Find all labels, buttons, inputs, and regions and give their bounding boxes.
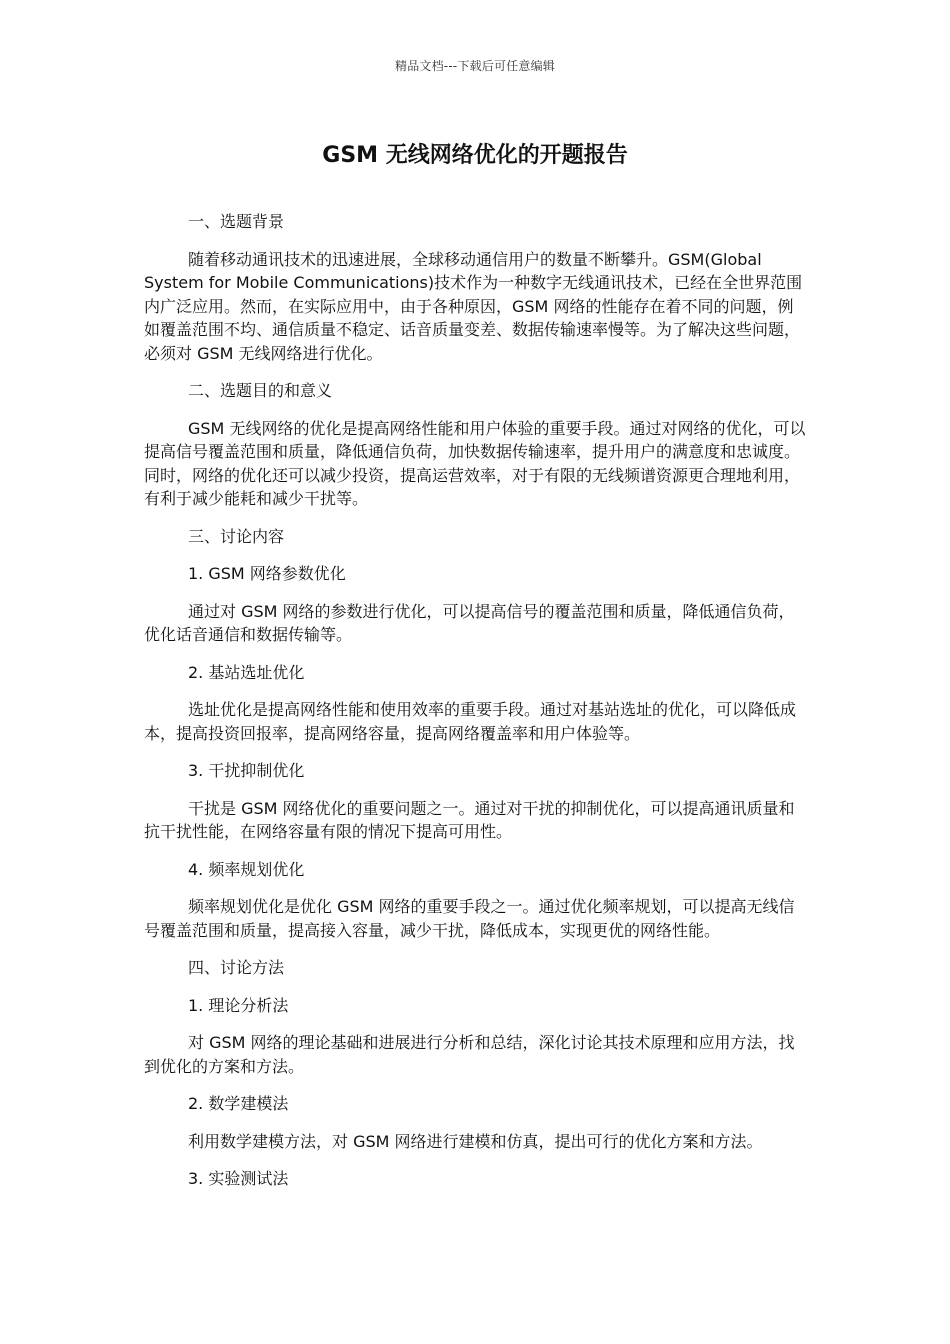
paragraph-math-modeling: 利用数学建模方法，对 GSM 网络进行建模和仿真，提出可行的优化方案和方法。 [188,1131,763,1151]
section-heading-background: 一、选题背景 [188,212,285,231]
section-heading-content: 三、讨论内容 [188,526,285,546]
paragraph-parameter-optimization: 通过对 GSM 网络的参数进行优化，可以提高信号的覆盖范围和质量，降低通信负荷，优化话音通信和数据传输等。 [144,601,795,644]
subheading-experimental-testing: 3. 实验测试法 [188,1169,289,1188]
section-heading-methods: 四、讨论方法 [188,958,285,977]
paragraph-theory-analysis: 对 GSM 网络的理论基础和进展进行分析和总结，深化讨论其技术原理和应用方法，找到优化的方案和方法。 [144,1033,795,1076]
subheading-interference-suppression: 3. 干扰抑制优化 [188,761,305,780]
paragraph-purpose: GSM 无线网络的优化是提高网络性能和用户体验的重要手段。通过对网络的优化，可以提高信号覆盖范围和质量，降低通信负荷，加快数据传输速率，提升用户的满意度和忠诚度。同时，网络的优化还可以减少投资，提高运营效率，对于有限的无线频谱资源更合理地利用，有利于减少能耗和减少干扰等。 [144,418,806,508]
paragraph-interference-suppression: 干扰是 GSM 网络优化的重要问题之一。通过对干扰的抑制优化，可以提高通讯质量和抗干扰性能，在网络容量有限的情况下提高可用性。 [144,798,795,841]
document-title: GSM 无线网络优化的开题报告 [322,143,628,168]
subheading-theory-analysis: 1. 理论分析法 [188,995,289,1015]
document-body [144,210,808,1205]
paragraph-site-selection: 选址优化是提高网络性能和使用效率的重要手段。通过对基站选址的优化，可以降低成本，提高投资回报率，提高网络容量，提高网络覆盖率和用户体验等。 [144,700,797,743]
subheading-parameter-optimization: 1. GSM 网络参数优化 [188,564,346,583]
subheading-frequency-planning: 4. 频率规划优化 [188,859,305,879]
subheading-math-modeling: 2. 数学建模法 [188,1094,289,1113]
subheading-site-selection: 2. 基站选址优化 [188,662,305,682]
paragraph-frequency-planning: 频率规划优化是优化 GSM 网络的重要手段之一。通过优化频率规划，可以提高无线信号覆盖范围和质量，提高接入容量，减少干扰，降低成本，实现更优的网络性能。 [144,897,795,940]
page-header-note: 精品文档---下载后可任意编辑 [395,59,555,73]
paragraph-background: 随着移动通讯技术的迅速进展，全球移动通信用户的数量不断攀升。GSM(Global System for Mobile Communications)技术作为一种数字无线通讯技术，已经在全世界范围内广泛应用。然而，在实际应用中，由于各种原因，GSM 网络的性能存在着不同的问题，例如覆盖范围不均、通信质量不稳定、话音质量变差、数据传输速率慢等。为了解决这些问题，必须对 GSM 无线网络进行优化。 [144,249,803,363]
section-heading-purpose: 二、选题目的和意义 [188,381,333,400]
